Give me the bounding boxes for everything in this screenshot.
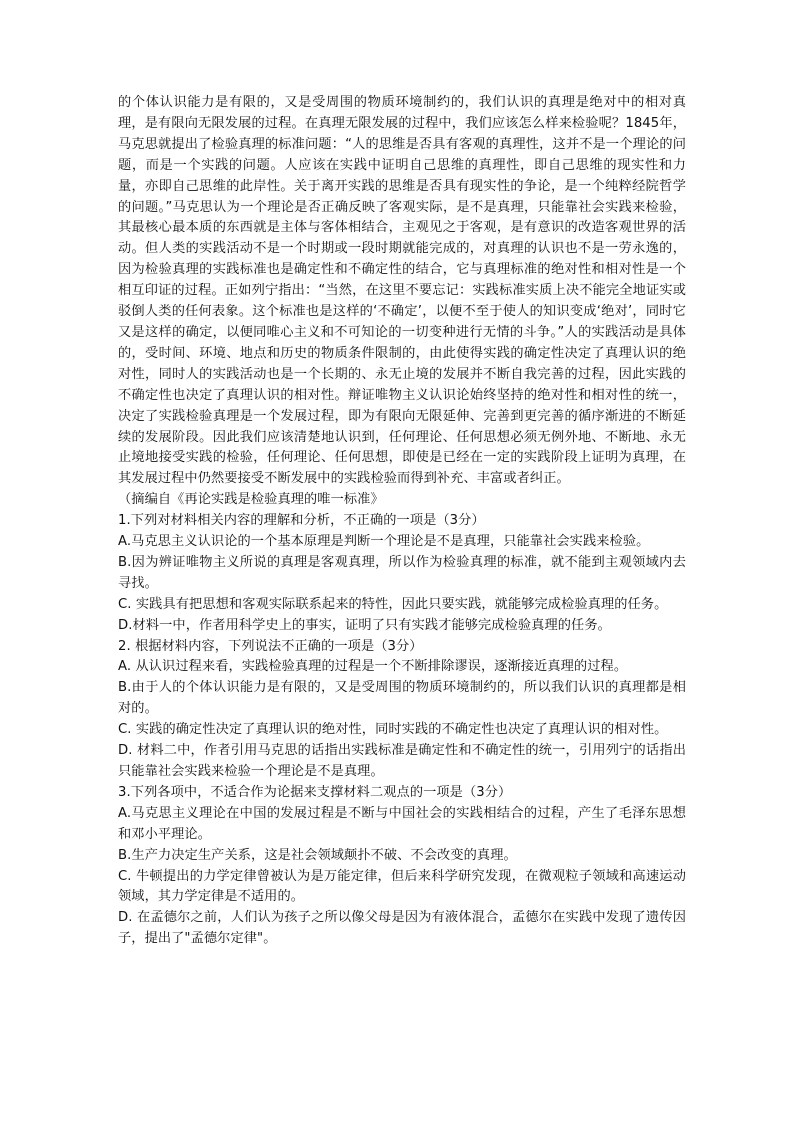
question-3	[118, 783, 686, 950]
option-a: A.马克思主义认识论的一个基本原理是判断一个理论是不是真理，只能靠社会实践来检验。	[118, 534, 650, 550]
question-stem: 1.下列对材料相关内容的理解和分析，不正确的一项是（3分）	[118, 513, 485, 529]
source-citation: （摘编自《再论实践是检验真理的唯一标准》	[118, 492, 384, 508]
option-b: B.因为辨证唯物主义所说的真理是客观真理，所以作为检验真理的标准，就不能到主观领域内去寻找。	[118, 554, 686, 591]
question-1	[118, 511, 686, 636]
option-a: A. 从认识过程来看，实践检验真理的过程是一个不断排除谬误，逐渐接近真理的过程。	[118, 659, 628, 675]
option-c: C. 实践具有把思想和客观实际联系起来的特性，因此只要实践，就能够完成检验真理的任务。	[118, 596, 668, 612]
option-d: D. 材料二中，作者引用马克思的话指出实践标准是确定性和不确定性的统一，引用列宁的话指出只能靠社会实践来检验一个理论是不是真理。	[118, 743, 686, 779]
question-stem: 3.下列各项中，不适合作为论据来支撑材料二观点的一项是（3分）	[118, 784, 512, 800]
option-b: B.生产力决定生产关系，这是社会领域颠扑不破、不会改变的真理。	[118, 847, 517, 863]
document-page	[118, 93, 686, 950]
option-c: C. 实践的确定性决定了真理认识的绝对性，同时实践的不确定性也决定了真理认识的相对性。	[118, 722, 668, 738]
option-b: B.由于人的个体认识能力是有限的，又是受周围的物质环境制约的，所以我们认识的真理都是相对的。	[118, 680, 686, 717]
option-c: C. 牛顿提出的力学定律曾被认为是万能定律，但后来科学研究发现，在微观粒子领域和高速运动领域，其力学定律是不适用的。	[118, 868, 686, 905]
option-d: D.材料一中，作者用科学史上的事实，证明了只有实践才能够完成检验真理的任务。	[118, 617, 611, 633]
option-d: D. 在孟德尔之前，人们认为孩子之所以像父母是因为有液体混合，孟德尔在实践中发现了遗传因子，提出了"孟德尔定律"。	[118, 910, 686, 947]
question-2	[118, 637, 686, 783]
option-a: A.马克思主义理论在中国的发展过程是不断与中国社会的实践相结合的过程，产生了毛泽东思想和邓小平理论。	[118, 805, 686, 842]
question-stem: 2. 根据材料内容，下列说法不正确的一项是（3分）	[118, 638, 423, 654]
passage-text: 的个体认识能力是有限的，又是受周围的物质环境制约的，我们认识的真理是绝对中的相对真理，是有限向无限发展的过程。在真理无限发展的过程中，我们应该怎么样来检验呢？1845年，马克思就提出了检验真理的标准问题：“人的思维是否具有客观的真理性，这并不是一个理论的问题，而是一个实践的问题。人应该在实践中证明自己思维的真理性，即自己思维的现实性和力量，亦即自己思维的此岸性。关于离开实践的思维是否具有现实性的争论，是一个纯粹经院哲学的问题。”马克思认为一个理论是否正确反映了客观实际，是不是真理，只能靠社会实践来检验，其最核心最本质的东西就是主体与客体相结合，主观见之于客观，是有意识的改造客观世界的活动。但人类的实践活动不是一个时期或一段时期就能完成的，对真理的认识也不是一劳永逸的，因为检验真理的实践标准也是确定性和不确定性的结合，它与真理标准的绝对性和相对性是一个相互印证的过程。正如列宁指出：“当然，在这里不要忘记：实践标准实质上决不能完全地证实或驳倒人类的任何表象。这个标准也是这样的‘不确定’，以便不至于使人的知识变成‘绝对’，同时它又是这样的确定，以便同唯心主义和不可知论的一切变种进行无情的斗争。”人的实践活动是具体的，受时间、环境、地点和历史的物质条件限制的，由此使得实践的确定性决定了真理认识的绝对性，同时人的实践活动也是一个长期的、永无止境的发展并不断自我完善的过程，因此实践的不确定性也决定了真理认识的相对性。辩证唯物主义认识论始终坚持的绝对性和相对性的统一，决定了实践检验真理是一个发展过程，即为有限向无限延伸、完善到更完善的循序渐进的不断延续的发展阶段。因此我们应该清楚地认识到，任何理论、任何思想必须无例外地、不断地、永无止境地接受实践的检验，任何理论、任何思想，即使是已经在一定的实践阶段上证明为真理，在其发展过程中仍然要接受不断发展中的实践检验而得到补充、丰富或者纠正。	[118, 95, 686, 487]
